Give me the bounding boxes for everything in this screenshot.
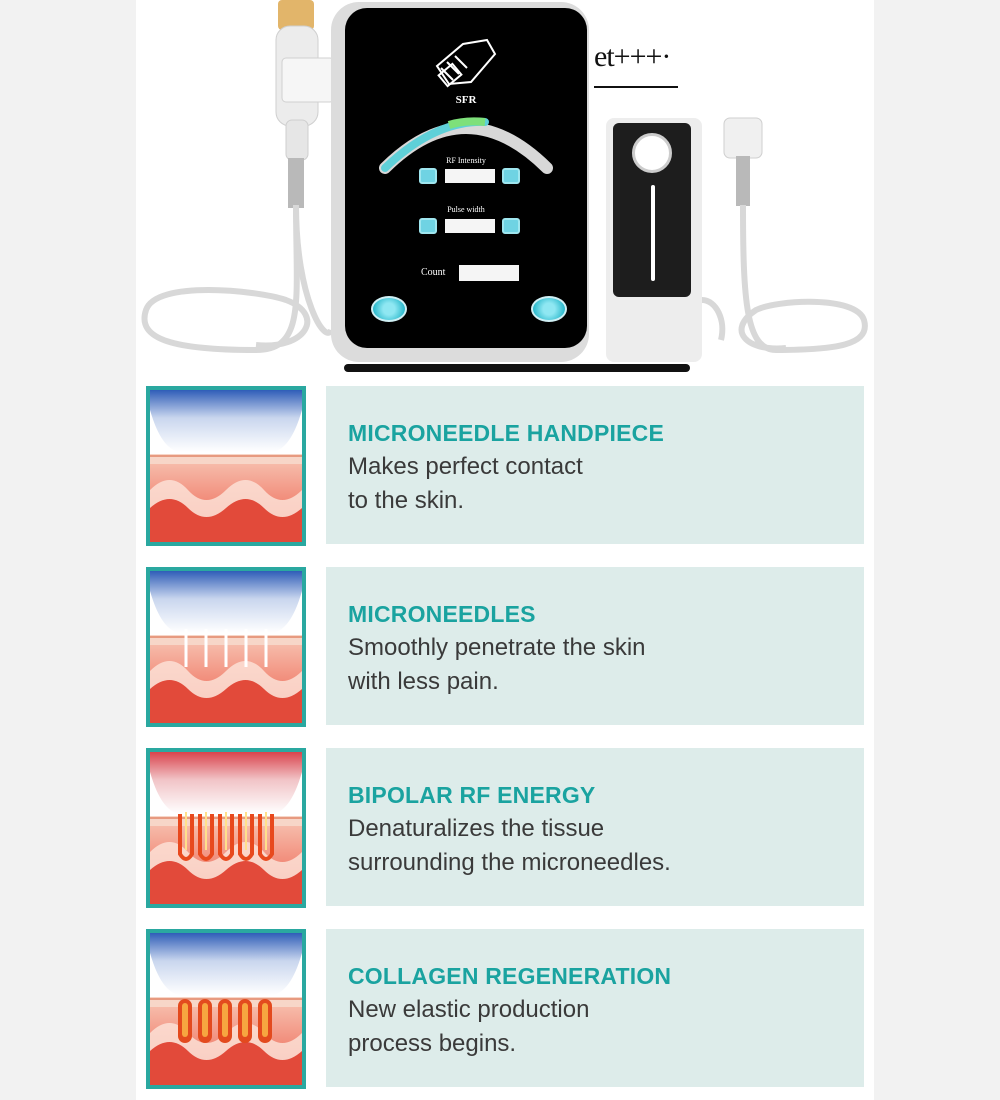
feature-row — [146, 748, 864, 908]
start-button[interactable] — [371, 296, 407, 322]
rf-intensity-increase-button[interactable] — [502, 168, 520, 184]
feature-row — [146, 386, 864, 546]
feature-description-line: Makes perfect contact — [348, 453, 583, 480]
feature-description — [348, 812, 848, 880]
feature-description-line: surrounding the microneedles. — [348, 849, 671, 876]
feature-card — [326, 567, 864, 725]
device-base-shadow — [344, 364, 690, 372]
feature-description-line: with less pain. — [348, 668, 499, 695]
feature-description-line: process begins. — [348, 1030, 517, 1057]
collagen-regeneration-icon — [146, 929, 306, 1089]
touch-screen — [345, 8, 587, 348]
power-knob[interactable] — [632, 133, 672, 173]
device-hero — [136, 0, 874, 372]
brand-underline — [594, 86, 678, 88]
feature-title: BIPOLAR RF ENERGY — [348, 782, 596, 808]
rf-energy-icon — [146, 748, 306, 908]
pulse-width-label: Pulse width — [447, 205, 485, 214]
count-value — [459, 265, 519, 281]
feature-description-line: Denaturalizes the tissue — [348, 815, 605, 842]
slider-slot — [651, 185, 655, 281]
feature-card — [326, 386, 864, 544]
microneedles-penetrate-icon — [146, 567, 306, 727]
feature-description-line: to the skin. — [348, 487, 465, 514]
screen-title: SFR — [455, 94, 477, 106]
handpiece-contact-icon — [146, 386, 306, 546]
feature-title: COLLAGEN REGENERATION — [348, 963, 672, 989]
feature-row — [146, 567, 864, 727]
feature-description-line: New elastic production — [348, 996, 590, 1023]
feature-card — [326, 929, 864, 1087]
brand-logo-text: et+++· — [594, 40, 671, 73]
feature-row — [146, 929, 864, 1089]
handpiece-icon — [437, 40, 495, 86]
rf-intensity-decrease-button[interactable] — [419, 168, 437, 184]
pulse-width-value — [445, 219, 495, 233]
feature-title: MICRONEEDLES — [348, 601, 536, 627]
feature-description-line: Smoothly penetrate the skin — [348, 634, 646, 661]
side-unit — [606, 118, 702, 362]
rf-intensity-label: RF Intensity — [446, 156, 486, 165]
product-page — [136, 0, 874, 1100]
feature-card — [326, 748, 864, 906]
side-control-panel — [613, 123, 691, 297]
feature-description — [348, 450, 848, 518]
pulse-width-decrease-button[interactable] — [419, 218, 437, 234]
feature-description — [348, 631, 848, 699]
pulse-width-increase-button[interactable] — [502, 218, 520, 234]
stop-button[interactable] — [531, 296, 567, 322]
rf-intensity-value — [445, 169, 495, 183]
feature-description — [348, 993, 848, 1061]
device-console — [331, 2, 589, 362]
count-label: Count — [421, 267, 446, 278]
feature-title: MICRONEEDLE HANDPIECE — [348, 420, 665, 446]
